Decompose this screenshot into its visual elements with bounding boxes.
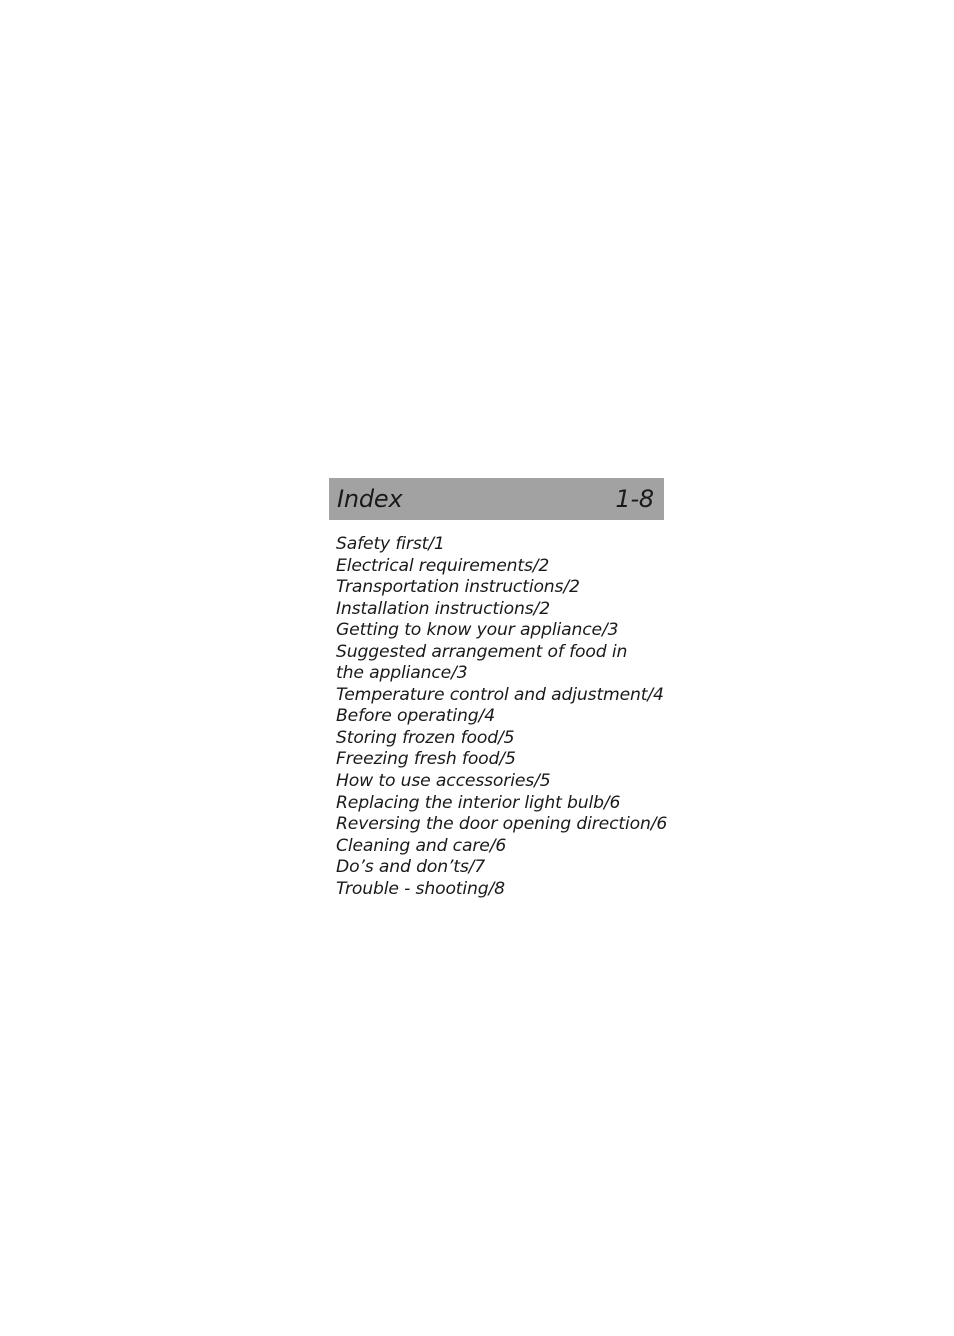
index-entry: Storing frozen food/5 [336,727,515,748]
index-entry: Cleaning and care/6 [336,835,507,856]
index-header-bar [329,478,664,520]
index-entry: Electrical requirements/2 [336,555,550,576]
index-section [329,478,668,900]
index-entry: Reversing the door opening direction/6 [336,814,668,835]
index-entry: Do’s and don’ts/7 [336,857,486,878]
index-entry: Temperature control and adjustment/4 [336,684,664,705]
index-entry: Suggested arrangement of food in [336,641,628,662]
index-title: Index [337,485,403,513]
index-entry: Transportation instructions/2 [336,577,580,598]
index-entry: Replacing the interior light bulb/6 [336,792,621,813]
index-entry: Trouble - shooting/8 [336,878,505,899]
index-entry: Safety first/1 [336,534,445,554]
index-entry: How to use accessories/5 [336,771,551,792]
index-entry: Installation instructions/2 [336,598,550,619]
index-entry: the appliance/3 [336,663,468,684]
index-entry: Freezing fresh food/5 [336,749,516,770]
index-entry: Before operating/4 [336,706,495,727]
index-page-range: 1-8 [615,485,654,513]
index-entry: Getting to know your appliance/3 [336,620,619,641]
index-entry-list [329,534,668,900]
